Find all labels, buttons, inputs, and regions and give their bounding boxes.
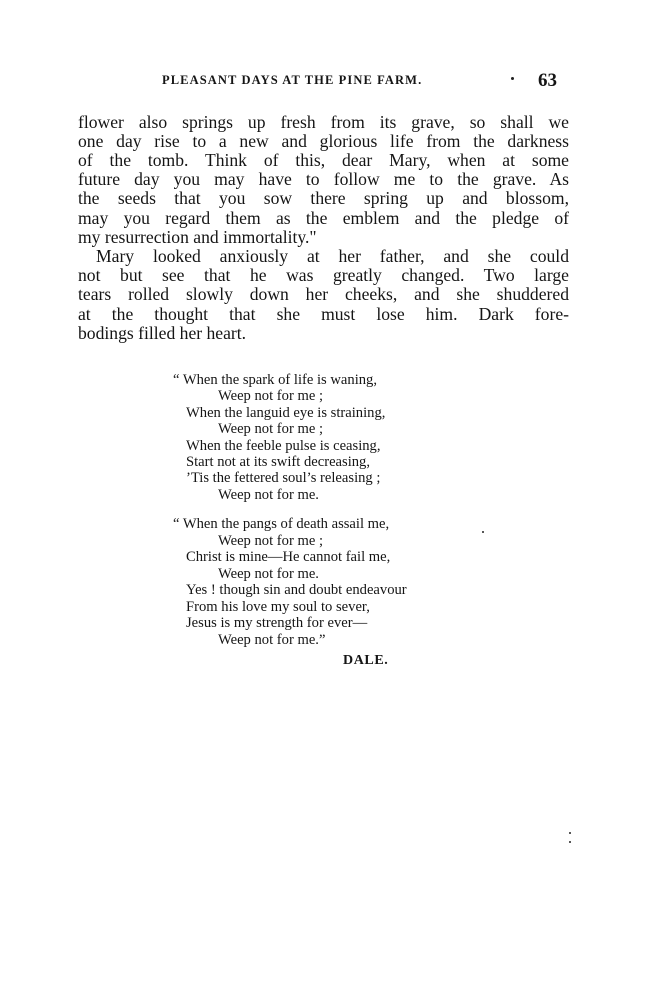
body-line: of the tomb. Think of this, dear Mary, when at some [78,150,569,170]
running-head: PLEASANT DAYS AT THE PINE FARM. [162,73,423,87]
poem-line: From his love my soul to sever, [186,599,370,615]
poem-line: Weep not for me ; [218,388,323,404]
body-line: Mary looked anxiously at her father, and she could [96,246,569,266]
poem-attribution: DALE. [343,653,389,668]
poem-line: Weep not for me ; [218,533,323,549]
poem-line: “ When the spark of life is waning, [173,372,377,388]
ink-speck [569,841,571,843]
poem-line: When the languid eye is straining, [186,405,386,421]
body-line: the seeds that you sow there spring up and blossom, [78,188,569,208]
body-line: bodings filled her heart. [78,323,247,343]
poem-line: Weep not for me ; [218,421,323,437]
body-line: my resurrection and immortality." [78,227,317,247]
poem-line: Christ is mine—He cannot fail me, [186,549,391,565]
poem-line: Weep not for me.” [218,632,326,648]
page-number: 63 [538,70,557,91]
body-line: one day rise to a new and glorious life from the darkness [78,131,569,151]
poem-line: Jesus is my strength for ever— [186,615,368,631]
body-line: at the thought that she must lose him. Dark fore- [78,304,569,324]
poem-line: Yes ! though sin and doubt endeavour [186,582,407,598]
body-line: not but see that he was greatly changed. Two large [78,265,569,285]
body-line: future day you may have to follow me to the grave. As [78,169,569,189]
poem-line: “ When the pangs of death assail me, [173,516,390,532]
poem-line: ’Tis the fettered soul’s releasing ; [186,470,381,486]
ink-speck [482,531,484,533]
poem-line: Start not at its swift decreasing, [186,454,371,470]
body-line: tears rolled slowly down her cheeks, and she shuddered [78,284,569,304]
poem-line: Weep not for me. [218,487,319,503]
body-line: may you regard them as the emblem and the pledge of [78,208,569,228]
poem-line: When the feeble pulse is ceasing, [186,438,381,454]
body-line: flower also springs up fresh from its grave, so shall we [78,112,569,132]
ink-speck [569,832,571,834]
poem-line: Weep not for me. [218,566,319,582]
ink-speck [511,77,514,80]
